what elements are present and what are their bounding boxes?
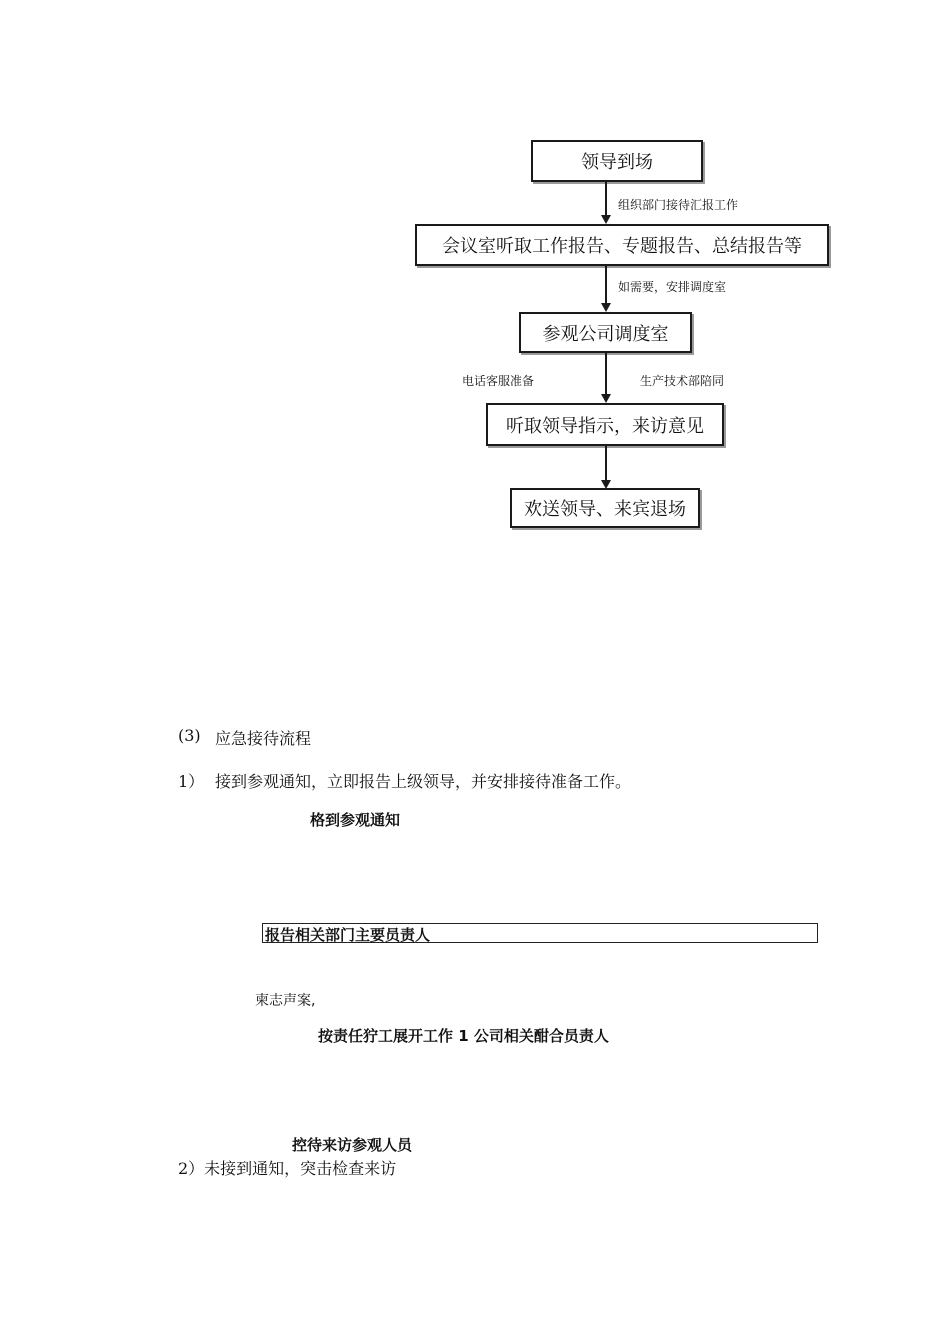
flow-box-label: 参观公司调度室 [542,323,669,345]
flow-text-host-visitors: 控待来访参观人员 [292,1136,413,1154]
flow-text-receive-notice: 格到参观通知 [310,811,401,829]
flow-box-farewell [510,488,700,528]
flow-box-label: 会议室听取工作报告、专题报告、总结报告等 [442,236,802,257]
flow-note-organize: 组织部门接待汇报工作 [618,198,739,212]
flow-note-customer-service: 电话客服准备 [462,374,535,388]
flow-box-label: 听取领导指示，来访意见 [506,415,704,437]
flow-box-label: 欢送领导、来宾退场 [524,499,686,520]
flow-box-label: 领导到场 [581,152,653,173]
flow-connector [605,353,607,394]
section-heading-number: (3) [178,726,201,745]
flow-connector [605,266,607,303]
flow-note-if-needed: 如需要，安排调度室 [618,280,727,294]
flow-box-visit-dispatch-room [519,312,692,353]
flow-connector [605,182,607,215]
list-item-number: 1） [178,772,205,791]
list-item-text: 接到参观通知，立即报告上级领导，并安排接待准备工作。 [215,772,632,791]
section-heading: 应急接待流程 [215,729,312,748]
flow-note-production-dept: 生产技术部陪同 [640,374,725,388]
flow-box-leader-instructions [486,403,724,446]
flow-text-report-dept: 报告相关部门主要员责人 [265,926,431,944]
flow-text-start-work: 按责任狞工展开工作 1 公司相关酣合员责人 [318,1027,609,1045]
flow-box-leader-arrival [531,140,703,182]
flow-connector [605,446,607,480]
flow-text-side-note: 柬志声案, [255,993,316,1009]
flow-box-meeting-reports [415,224,829,266]
arrow-down-icon [601,215,611,224]
arrow-down-icon [601,394,611,403]
arrow-down-icon [601,303,611,312]
list-item-text-2: 2）未接到通知，突击检查来访 [178,1159,397,1178]
